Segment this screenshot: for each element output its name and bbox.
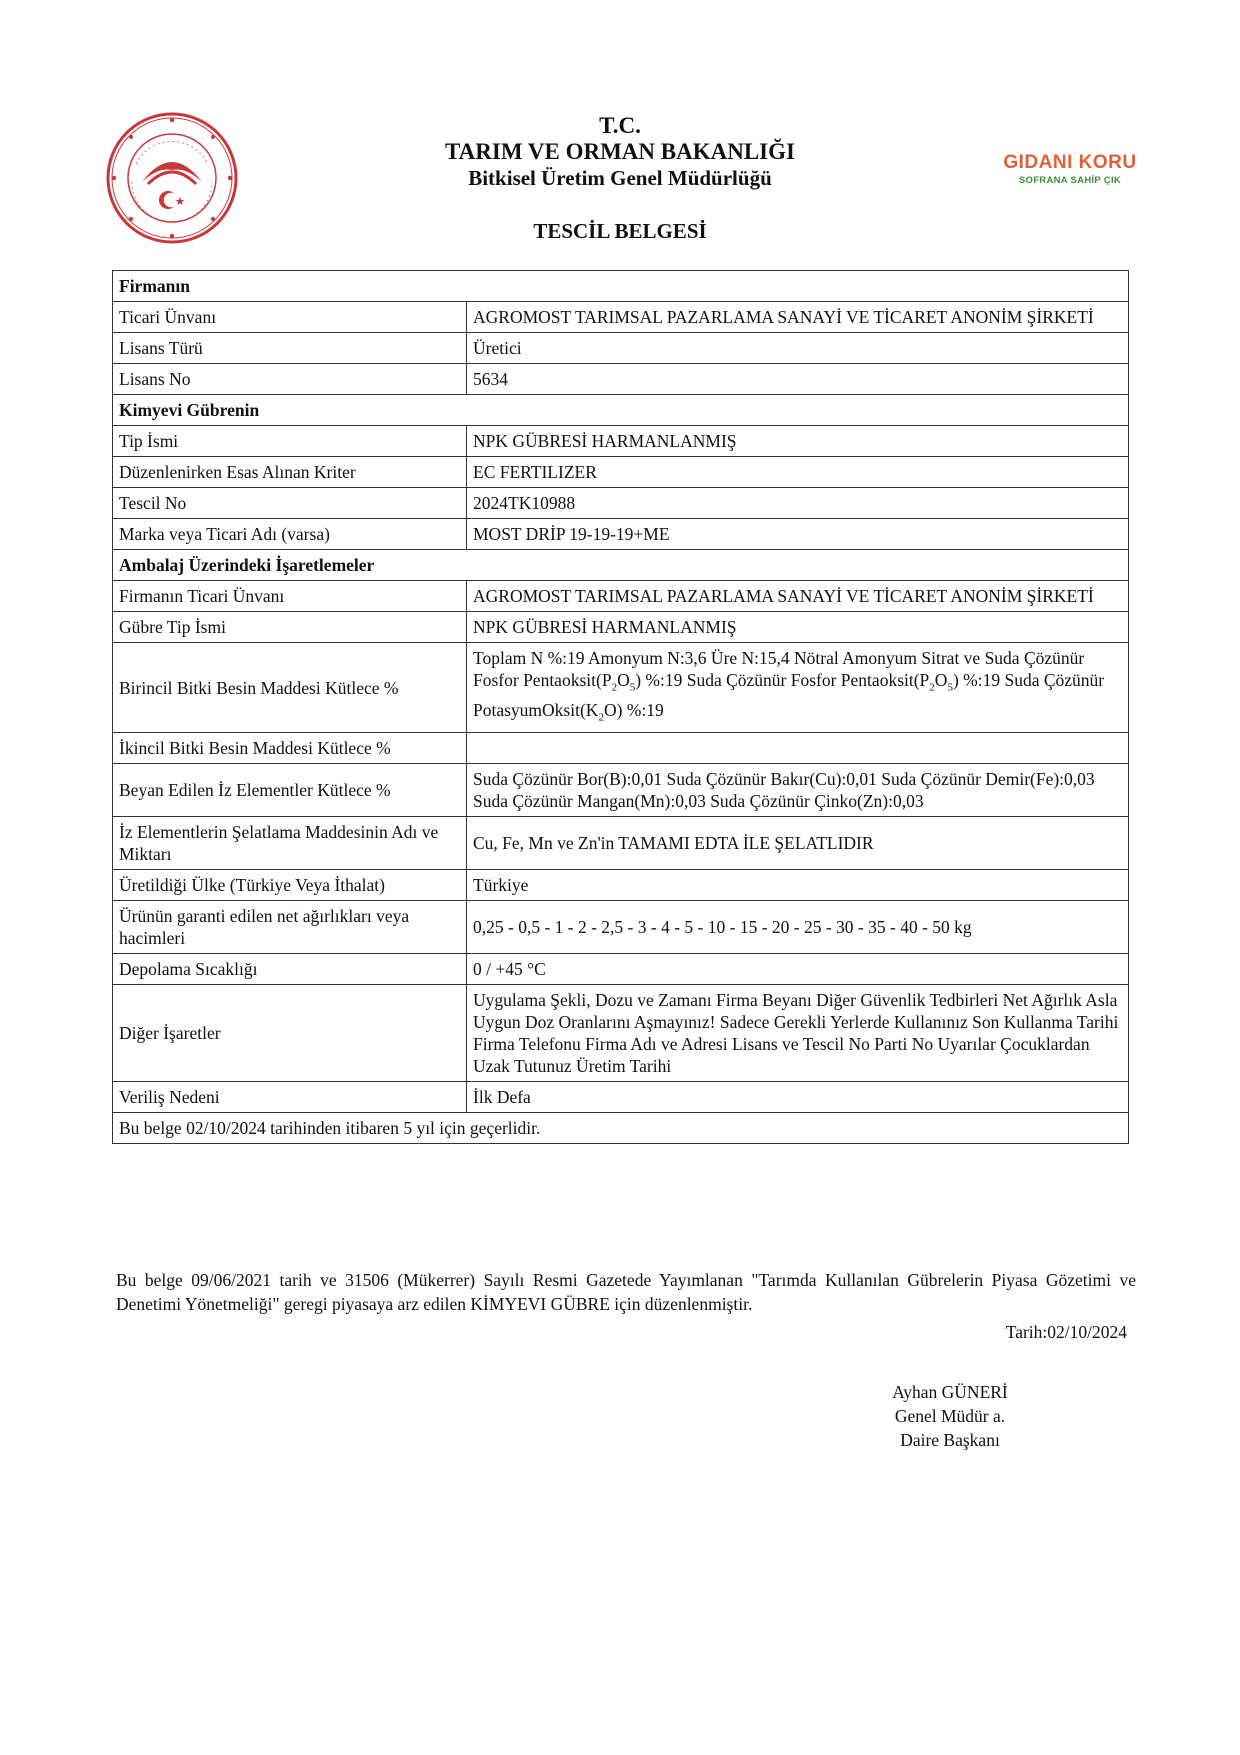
field-value: EC FERTILIZER <box>467 457 1129 488</box>
text-fragment: O <box>934 670 948 690</box>
subscript: 2 <box>611 681 618 694</box>
document-date: Tarih:02/10/2024 <box>1005 1322 1127 1342</box>
field-label: Ticari Ünvanı <box>113 302 467 333</box>
field-value: İlk Defa <box>467 1082 1129 1113</box>
section-firm-row <box>113 271 1129 302</box>
field-value: Üretici <box>467 333 1129 364</box>
field-label: Firmanın Ticari Ünvanı <box>113 581 467 612</box>
field-label: Üretildiği Ülke (Türkiye Veya İthalat) <box>113 870 467 901</box>
field-label: Birincil Bitki Besin Maddesi Kütlece % <box>113 643 467 733</box>
signatory-name: Ayhan GÜNERİ <box>892 1382 1008 1402</box>
table-row <box>113 643 1129 733</box>
field-label: Tip İsmi <box>113 426 467 457</box>
field-value: Suda Çözünür Bor(B):0,01 Suda Çözünür Bakır(Cu):0,01 Suda Çözünür Demir(Fe):0,03 Suda Çözünür Mangan(Mn):0,03 Suda Çözünür Çinko(Zn):0,03 <box>467 764 1129 817</box>
field-label: Depolama Sıcaklığı <box>113 954 467 985</box>
text-fragment: ) %:19 Suda Çözünür Fosfor Pentaoksit(P <box>635 670 930 690</box>
brand-slogan: SOFRANA SAHİP ÇIK <box>1018 175 1122 186</box>
field-label: Veriliş Nedeni <box>113 1082 467 1113</box>
text-fragment: Toplam N %:19 Amonyum N:3,6 Üre N:15,4 Nötral Amonyum Sitrat ve Suda Çözünür Fosfor Pentaoksit(P <box>473 648 1085 690</box>
field-value: 0 / +45 °C <box>467 954 1129 985</box>
table-row <box>113 1082 1129 1113</box>
field-value: AGROMOST TARIMSAL PAZARLAMA SANAYİ VE TİCARET ANONİM ŞİRKETİ <box>467 302 1129 333</box>
field-label: Gübre Tip İsmi <box>113 612 467 643</box>
header-line-1: T.C. <box>599 113 641 138</box>
field-label: Düzenlenirken Esas Alınan Kriter <box>113 457 467 488</box>
table-row <box>113 364 1129 395</box>
field-value: 5634 <box>467 364 1129 395</box>
field-value: Cu, Fe, Mn ve Zn'in TAMAMI EDTA İLE ŞELATLIDIR <box>467 817 1129 870</box>
field-value: NPK GÜBRESİ HARMANLANMIŞ <box>467 612 1129 643</box>
field-label: İkincil Bitki Besin Maddesi Kütlece % <box>113 733 467 764</box>
table-row <box>113 764 1129 817</box>
field-value: MOST DRİP 19-19-19+ME <box>467 519 1129 550</box>
table-row <box>113 519 1129 550</box>
field-label: Diğer İşaretler <box>113 985 467 1082</box>
header-line-2: TARIM VE ORMAN BAKANLIĞI <box>445 139 795 164</box>
field-value <box>467 733 1129 764</box>
field-value-primary-nutrients <box>467 643 1129 733</box>
field-label: İz Elementlerin Şelatlama Maddesinin Adı ve Miktarı <box>113 817 467 870</box>
subscript: 5 <box>629 681 636 694</box>
table-row <box>113 985 1129 1082</box>
document-title: TESCİL BELGESİ <box>533 219 707 243</box>
header-line-3: Bitkisel Üretim Genel Müdürlüğü <box>468 166 772 190</box>
table-row <box>113 901 1129 954</box>
validity-row <box>113 1113 1129 1144</box>
table-row <box>113 954 1129 985</box>
section-firm: Firmanın <box>113 271 1129 302</box>
section-fertilizer: Kimyevi Gübrenin <box>113 395 1129 426</box>
field-value: 2024TK10988 <box>467 488 1129 519</box>
text-fragment: O <box>617 670 630 690</box>
table-row <box>113 302 1129 333</box>
section-fertilizer-row <box>113 395 1129 426</box>
document-header <box>0 113 1240 191</box>
field-value: 0,25 - 0,5 - 1 - 2 - 2,5 - 3 - 4 - 5 - 10 - 15 - 20 - 25 - 30 - 35 - 40 - 50 kg <box>467 901 1129 954</box>
signatory-title: Genel Müdür a. <box>894 1406 1006 1426</box>
text-fragment: O) %:19 <box>603 699 664 720</box>
table-row <box>113 870 1129 901</box>
table-row <box>113 612 1129 643</box>
brand-name: GIDANI KORU <box>1003 152 1137 173</box>
table-row <box>113 426 1129 457</box>
signature-block <box>860 1380 1040 1452</box>
text-fragment: ) %:19 Suda Çözünür PotasyumOksit(K <box>473 670 1105 720</box>
field-label: Lisans Türü <box>113 333 467 364</box>
validity-text: Bu belge 02/10/2024 tarihinden itibaren 5 yıl için geçerlidir. <box>113 1113 1129 1144</box>
field-label: Marka veya Ticari Adı (varsa) <box>113 519 467 550</box>
table-row <box>113 733 1129 764</box>
field-label: Beyan Edilen İz Elementler Kütlece % <box>113 764 467 817</box>
signatory-title: Daire Başkanı <box>900 1430 1000 1450</box>
table-row <box>113 457 1129 488</box>
field-label: Lisans No <box>113 364 467 395</box>
field-label: Ürünün garanti edilen net ağırlıkları veya hacimleri <box>113 901 467 954</box>
table-row <box>113 488 1129 519</box>
field-value: AGROMOST TARIMSAL PAZARLAMA SANAYİ VE TİCARET ANONİM ŞİRKETİ <box>467 581 1129 612</box>
regulation-note: Bu belge 09/06/2021 tarih ve 31506 (Mükerrer) Sayılı Resmi Gazetede Yayımlanan "Tarımda Kullanılan Gübrelerin Piyasa Gözetimi ve Denetimi Yönetmeliği" geregi piyasaya arz edilen KİMYEVI GÜBRE için düzenlenmiştir. <box>116 1270 1136 1314</box>
table-row <box>113 817 1129 870</box>
table-row <box>113 333 1129 364</box>
registration-table <box>112 270 1129 1144</box>
subscript: 2 <box>598 711 604 723</box>
subscript: 5 <box>947 681 953 694</box>
subscript: 2 <box>929 681 935 694</box>
field-value: Türkiye <box>467 870 1129 901</box>
field-label: Tescil No <box>113 488 467 519</box>
field-value: Uygulama Şekli, Dozu ve Zamanı Firma Beyanı Diğer Güvenlik Tedbirleri Net Ağırlık Asla Uygun Doz Oranlarını Aşmayınız! Sadece Gerekli Yerlerde Kullanınız Son Kullanma Tarihi Firma Telefonu Firma Adı ve Adresi Lisans ve Tescil No Parti No Uyarılar Çocuklardan Uzak Tutunuz Üretim Tarihi <box>467 985 1129 1082</box>
section-packaging: Ambalaj Üzerindeki İşaretlemeler <box>113 550 1129 581</box>
table-row <box>113 581 1129 612</box>
field-value: NPK GÜBRESİ HARMANLANMIŞ <box>467 426 1129 457</box>
section-packaging-row <box>113 550 1129 581</box>
